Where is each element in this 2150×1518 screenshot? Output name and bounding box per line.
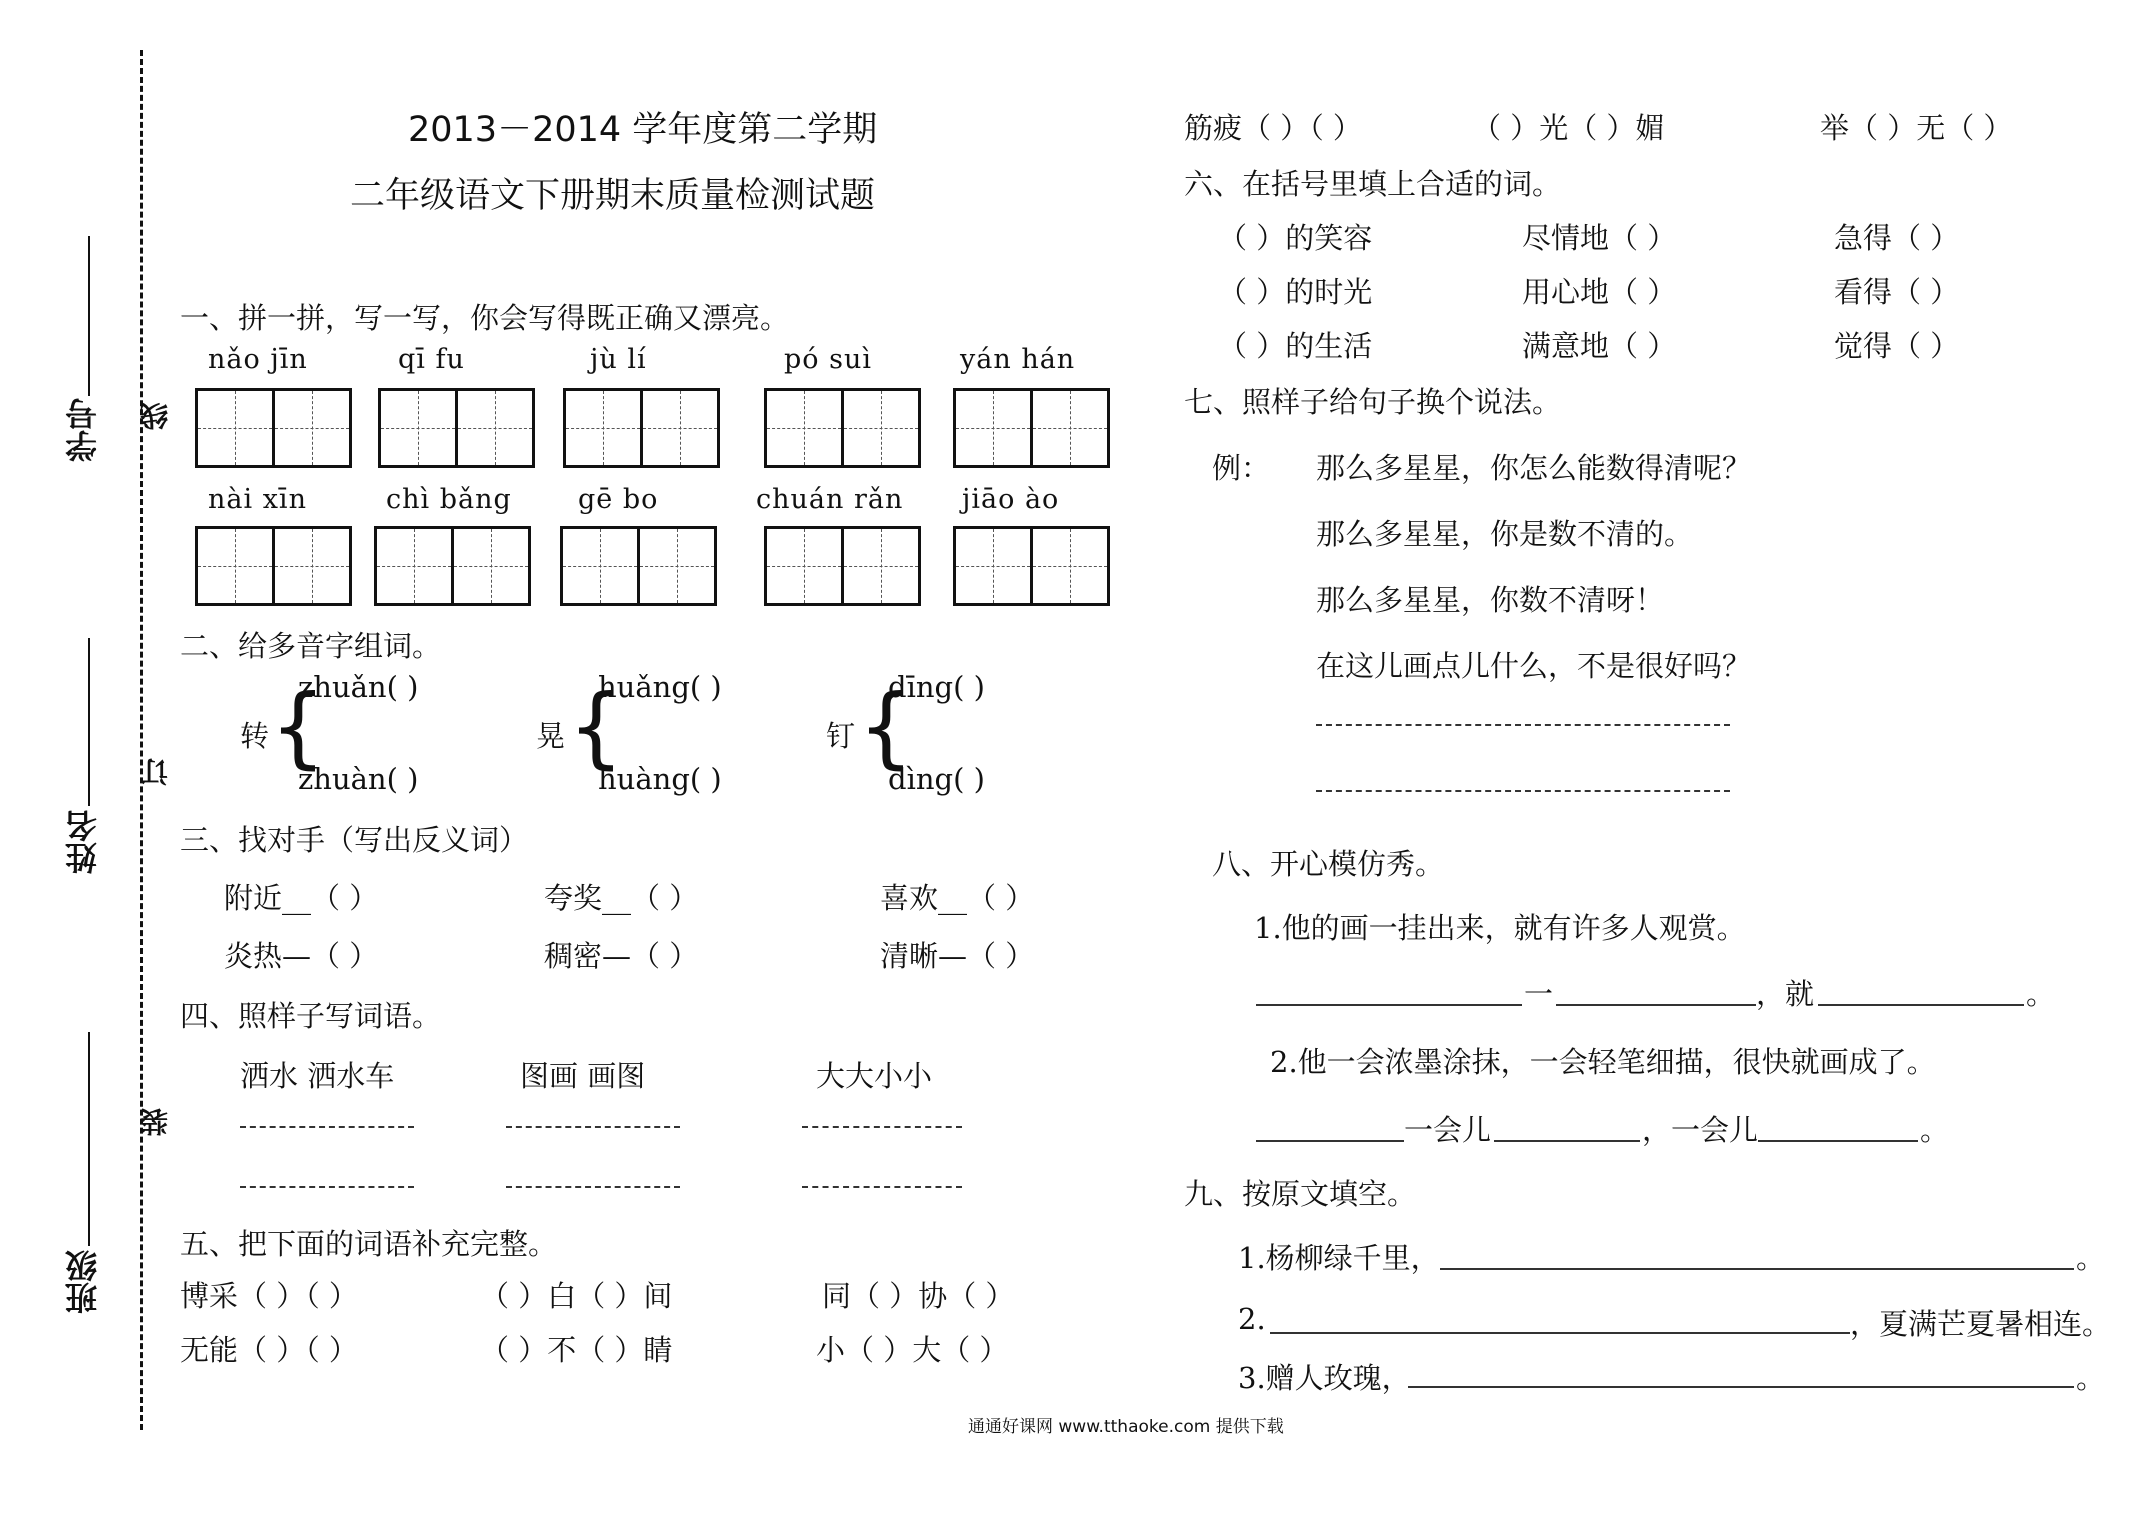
example-sentence: 那么多星星，你是数不清的。 — [1316, 517, 1694, 551]
fill-item: 觉得（ ） — [1834, 329, 1960, 363]
pinyin-label: nài xīn — [208, 484, 307, 515]
connector-text: ，一会儿 — [1642, 1113, 1759, 1147]
answer-line[interactable] — [1818, 1004, 2024, 1006]
writing-grid[interactable] — [374, 526, 531, 606]
idiom-item: （ ）光（ ）媚 — [1472, 111, 1665, 145]
antonym-item: 清晰—（ ） — [880, 939, 1035, 973]
student-id-label: 学号 — [64, 398, 102, 462]
page-title-line2: 二年级语文下册期末质量检测试题 — [350, 176, 876, 216]
poem-line-2: 2. — [1238, 1302, 1266, 1336]
writing-grid[interactable] — [378, 388, 535, 468]
antonym-item: 稠密—（ ） — [544, 939, 699, 973]
example-sentence: 那么多星星，你怎么能数得清呢？ — [1316, 451, 1752, 485]
idiom-item: （ ）不（ ）睛 — [480, 1333, 673, 1367]
student-id-line — [88, 236, 90, 396]
question-sentence: 在这儿画点儿什么，不是很好吗？ — [1316, 649, 1752, 683]
page-title-line1: 2013－2014 学年度第二学期 — [408, 110, 878, 150]
writing-grid[interactable] — [953, 526, 1110, 606]
answer-line[interactable] — [1256, 1004, 1522, 1006]
q4-heading: 四、照样子写词语。 — [180, 999, 442, 1033]
connector-text: 一 — [1524, 977, 1554, 1011]
name-label: 姓名 — [64, 810, 102, 874]
q5-heading: 五、把下面的词语补充完整。 — [180, 1227, 558, 1261]
model-sentence: 2.他一会浓墨涂抹，一会轻笔细描，很快就画成了。 — [1270, 1045, 1936, 1079]
answer-line[interactable] — [1440, 1268, 2074, 1270]
example-words: 图画 画图 — [520, 1059, 646, 1093]
fill-item: 满意地（ ） — [1522, 329, 1677, 363]
pinyin-label: qī fu — [398, 344, 465, 375]
answer-line[interactable] — [1408, 1386, 2074, 1388]
writing-grid[interactable] — [953, 388, 1110, 468]
fill-item: 急得（ ） — [1834, 221, 1960, 255]
answer-line[interactable] — [1256, 1140, 1404, 1142]
answer-line[interactable] — [1316, 790, 1730, 792]
polyphone-reading: zhuàn( ) — [298, 762, 419, 796]
binding-mark-zhuang: 装 — [139, 1108, 172, 1136]
connector-text: 。 — [1920, 1113, 1950, 1147]
q3-heading: 三、找对手（写出反义词） — [180, 823, 529, 857]
pinyin-label: jiāo ào — [962, 484, 1060, 515]
model-sentence: 1.他的画一挂出来，就有许多人观赏。 — [1254, 911, 1746, 945]
binding-mark-xian: 线 — [139, 402, 172, 430]
polyphone-reading: huàng( ) — [598, 762, 722, 796]
antonym-item: 炎热—（ ） — [224, 939, 379, 973]
poem-line-2-suffix: ，夏满芒夏暑相连。 — [1850, 1307, 2112, 1341]
footer-credit: 通通好课网 www.tthaoke.com 提供下载 — [968, 1417, 1284, 1437]
poem-end: 。 — [2076, 1241, 2106, 1275]
poem-end: 。 — [2076, 1361, 2106, 1395]
example-words: 洒水 洒水车 — [240, 1059, 395, 1093]
pinyin-label: gē bo — [578, 484, 659, 515]
answer-line[interactable] — [1758, 1140, 1918, 1142]
idiom-item: 筋疲（ ）（ ） — [1184, 111, 1362, 145]
answer-line[interactable] — [1316, 724, 1730, 726]
example-label: 例： — [1212, 451, 1271, 485]
q1-heading: 一、拼一拼，写一写，你会写得既正确又漂亮。 — [180, 301, 790, 335]
connector-text: 一会儿 — [1404, 1113, 1492, 1147]
antonym-item: 喜欢__（ ） — [880, 881, 1035, 915]
pinyin-label: nǎo jīn — [208, 344, 308, 375]
answer-line[interactable] — [240, 1186, 414, 1188]
writing-grid[interactable] — [764, 526, 921, 606]
pinyin-label: chuán rǎn — [756, 484, 904, 515]
answer-line[interactable] — [802, 1186, 962, 1188]
pinyin-label: pó suì — [784, 344, 873, 375]
q2-heading: 二、给多音字组词。 — [180, 629, 442, 663]
answer-line[interactable] — [240, 1126, 414, 1128]
fill-item: 用心地（ ） — [1522, 275, 1677, 309]
q9-heading: 九、按原文填空。 — [1184, 1177, 1417, 1211]
idiom-item: 博采（ ）（ ） — [180, 1279, 358, 1313]
idiom-item: 无能（ ）（ ） — [180, 1333, 358, 1367]
polyphone-char: 钉 — [826, 719, 856, 753]
writing-grid[interactable] — [195, 388, 352, 468]
idiom-item: 同（ ）协（ ） — [822, 1279, 1015, 1313]
example-sentence: 那么多星星，你数不清呀！ — [1316, 583, 1665, 617]
polyphone-char: 晃 — [536, 719, 566, 753]
polyphone-reading: dīng( ) — [888, 670, 985, 704]
class-line — [88, 1032, 90, 1246]
fill-item: （ ）的时光 — [1218, 275, 1373, 309]
q7-heading: 七、照样子给句子换个说法。 — [1184, 385, 1562, 419]
brace-icon: { — [858, 675, 914, 778]
fill-item: 尽情地（ ） — [1522, 221, 1677, 255]
pinyin-label: jù lí — [590, 344, 647, 375]
polyphone-reading: zhuǎn( ) — [298, 670, 419, 704]
writing-grid[interactable] — [563, 388, 720, 468]
binding-dashed-line — [140, 50, 143, 1430]
polyphone-reading: dìng( ) — [888, 762, 985, 796]
binding-mark-ding: 订 — [139, 758, 172, 786]
antonym-item: 附近__（ ） — [224, 881, 379, 915]
answer-line[interactable] — [1556, 1004, 1756, 1006]
pinyin-label: chì bǎng — [386, 484, 512, 515]
answer-line[interactable] — [506, 1126, 680, 1128]
polyphone-char: 转 — [240, 719, 270, 753]
writing-grid[interactable] — [195, 526, 352, 606]
connector-text: 。 — [2026, 977, 2056, 1011]
antonym-item: 夸奖__（ ） — [544, 881, 699, 915]
fill-item: （ ）的笑容 — [1218, 221, 1373, 255]
answer-line[interactable] — [506, 1186, 680, 1188]
writing-grid[interactable] — [764, 388, 921, 468]
poem-line-1: 1.杨柳绿千里， — [1238, 1241, 1440, 1275]
answer-line[interactable] — [1494, 1140, 1640, 1142]
name-line — [88, 638, 90, 806]
poem-line-3: 3.赠人玫瑰， — [1238, 1361, 1411, 1395]
example-words: 大大小小 — [816, 1059, 933, 1093]
answer-line[interactable] — [802, 1126, 962, 1128]
idiom-item: 小（ ）大（ ） — [816, 1333, 1009, 1367]
fill-item: 看得（ ） — [1834, 275, 1960, 309]
idiom-item: （ ）白（ ）间 — [480, 1279, 673, 1313]
brace-icon: { — [568, 675, 624, 778]
polyphone-reading: huǎng( ) — [598, 670, 722, 704]
writing-grid[interactable] — [560, 526, 717, 606]
fill-item: （ ）的生活 — [1218, 329, 1373, 363]
class-label: 班级 — [64, 1250, 102, 1314]
answer-line[interactable] — [1270, 1332, 1850, 1334]
pinyin-label: yán hán — [960, 344, 1076, 375]
idiom-item: 举（ ）无（ ） — [1820, 111, 2013, 145]
q6-heading: 六、在括号里填上合适的词。 — [1184, 167, 1562, 201]
q8-heading: 八、开心模仿秀。 — [1212, 847, 1445, 881]
connector-text: ，就 — [1756, 977, 1815, 1011]
brace-icon: { — [270, 675, 326, 778]
